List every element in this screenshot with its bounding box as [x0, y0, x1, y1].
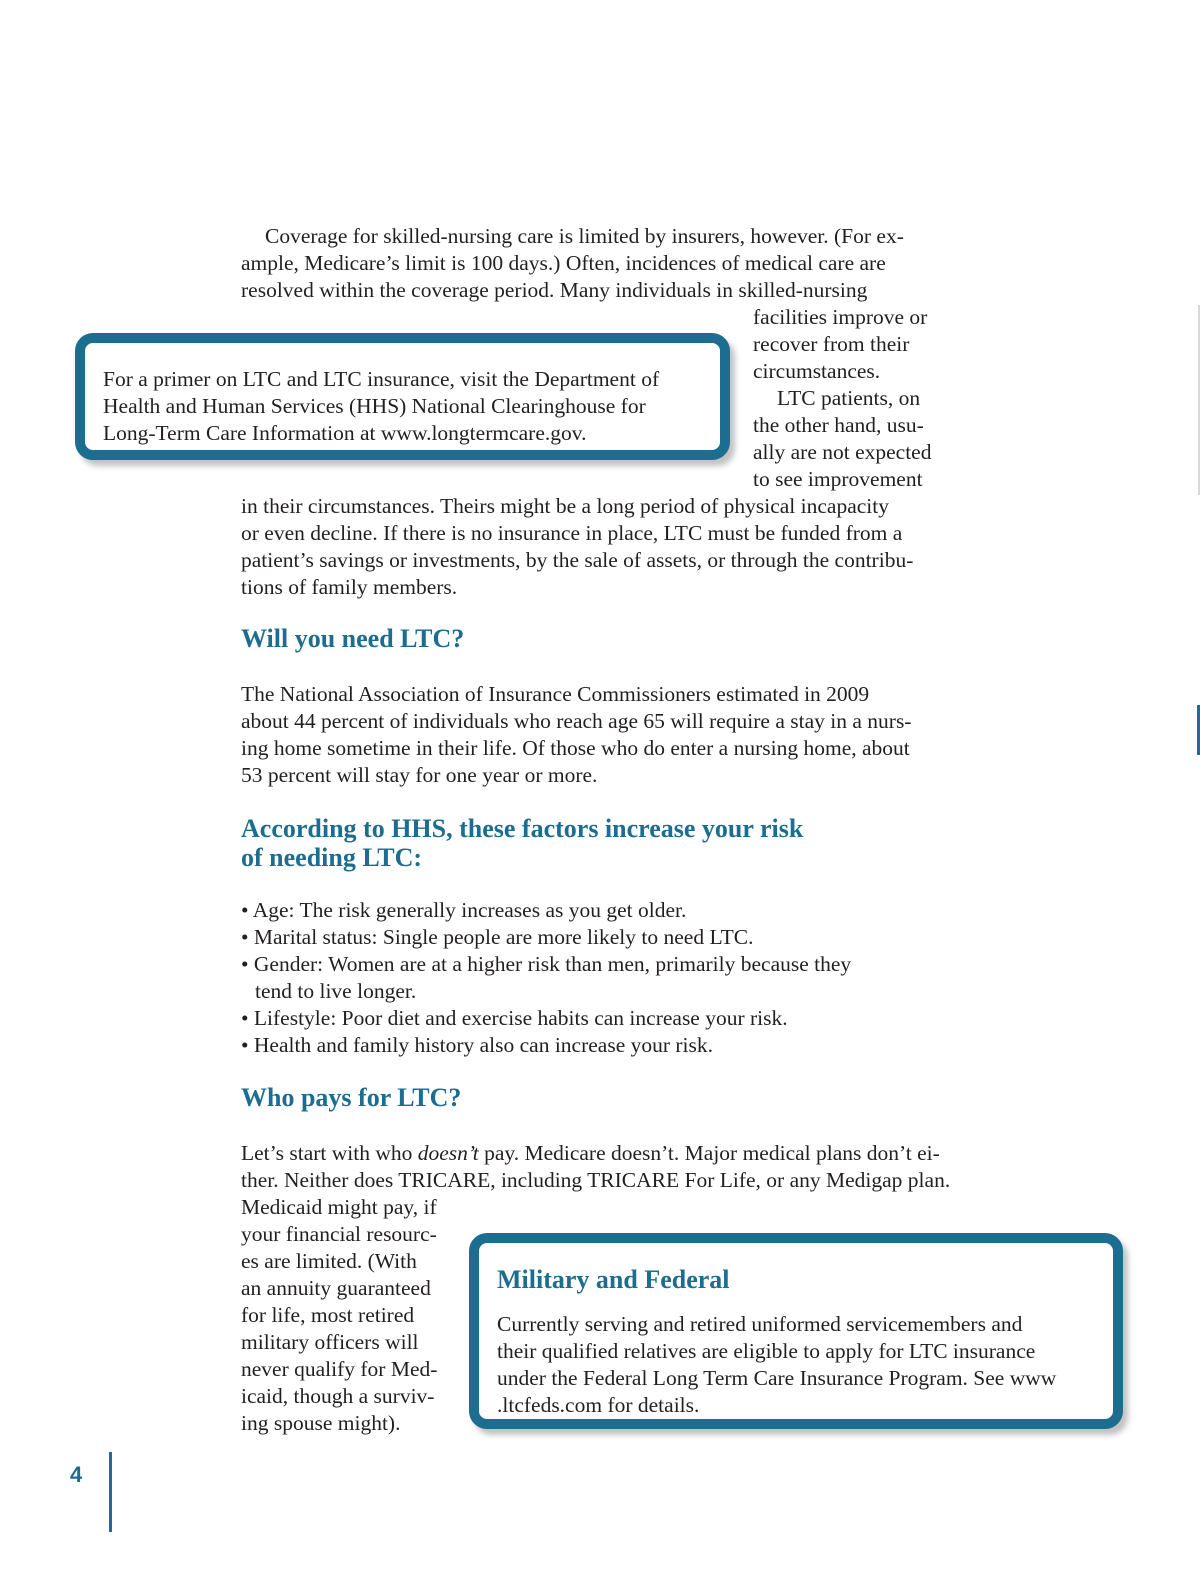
intro-side-line-5: the other hand, usu-: [753, 413, 924, 437]
pays-narrow-line-3: es are limited. (With: [241, 1249, 417, 1273]
military-federal-callout-box: [469, 1233, 1123, 1429]
factor-bullet-age: • Age: The risk generally increases as you get older.: [241, 898, 687, 922]
military-federal-title: Military and Federal: [497, 1265, 730, 1294]
military-line-1: Currently serving and retired uniformed servicemembers and: [497, 1312, 1023, 1336]
intro-side-line-6: ally are not expected: [753, 440, 932, 464]
intro-side-line-7: to see improvement: [753, 467, 923, 491]
heading-will-you-need-ltc: Will you need LTC?: [241, 624, 465, 653]
factor-bullet-gender: • Gender: Women are at a higher risk than men, primarily because they: [241, 952, 852, 976]
intro-line-1: Coverage for skilled-nursing care is limited by insurers, however. (For ex-: [265, 224, 904, 248]
page-number-rule: [109, 1452, 112, 1532]
intro-tail-line-3: patient’s savings or investments, by the sale of assets, or through the contribu-: [241, 548, 914, 572]
intro-line-3: resolved within the coverage period. Many individuals in skilled-nursing: [241, 278, 868, 302]
intro-line-2: ample, Medicare’s limit is 100 days.) Often, incidences of medical care are: [241, 251, 886, 275]
heading-who-pays: Who pays for LTC?: [241, 1083, 462, 1112]
pays-line-1-start: Let’s start with who: [241, 1141, 418, 1165]
pays-line-1: [241, 1140, 940, 1167]
pays-narrow-line-4: an annuity guaranteed: [241, 1276, 431, 1300]
intro-tail-line-1: in their circumstances. Theirs might be a long period of physical incapacity: [241, 494, 889, 518]
pays-narrow-line-5: for life, most retired: [241, 1303, 415, 1327]
pays-line-1-end: pay. Medicare doesn’t. Major medical plans don’t ei-: [478, 1141, 940, 1165]
intro-side-line-1: facilities improve or: [753, 305, 928, 329]
pays-narrow-line-8: icaid, though a surviv-: [241, 1384, 435, 1408]
primer-line-1: For a primer on LTC and LTC insurance, visit the Department of: [103, 367, 660, 391]
factor-bullet-health-history: • Health and family history also can increase your risk.: [241, 1033, 714, 1057]
need-line-2: about 44 percent of individuals who reach age 65 will require a stay in a nurs-: [241, 709, 912, 733]
primer-line-3: Long-Term Care Information at www.longtermcare.gov.: [103, 421, 587, 445]
pays-narrow-line-1: Medicaid might pay, if: [241, 1195, 437, 1219]
primer-callout-box: [75, 333, 730, 460]
intro-tail-line-2: or even decline. If there is no insurance in place, LTC must be funded from a: [241, 521, 903, 545]
intro-tail-line-4: tions of family members.: [241, 575, 458, 599]
need-line-1: The National Association of Insurance Commissioners estimated in 2009: [241, 682, 870, 706]
page-number: 4: [70, 1462, 83, 1487]
pays-line-1-italic: doesn’t: [417, 1141, 479, 1165]
pays-line-2: ther. Neither does TRICARE, including TRICARE For Life, or any Medigap plan.: [241, 1168, 951, 1192]
intro-side-line-3: circumstances.: [753, 359, 881, 383]
pays-narrow-line-7: never qualify for Med-: [241, 1357, 438, 1381]
factor-bullet-gender-cont: tend to live longer.: [255, 979, 417, 1003]
heading-factors-line-1: According to HHS, these factors increase your risk: [241, 814, 804, 843]
military-line-2: their qualified relatives are eligible to apply for LTC insurance: [497, 1339, 1036, 1363]
heading-factors-line-2: of needing LTC:: [241, 843, 423, 872]
intro-side-line-4: LTC patients, on: [777, 386, 921, 410]
need-line-4: 53 percent will stay for one year or more.: [241, 763, 598, 787]
factor-bullet-marital-status: • Marital status: Single people are more likely to need LTC.: [241, 925, 754, 949]
pays-narrow-line-6: military officers will: [241, 1330, 419, 1354]
factor-bullet-lifestyle: • Lifestyle: Poor diet and exercise habits can increase your risk.: [241, 1006, 788, 1030]
military-line-3: under the Federal Long Term Care Insurance Program. See www: [497, 1366, 1057, 1390]
intro-side-line-2: recover from their: [753, 332, 910, 356]
pays-narrow-line-9: ing spouse might).: [241, 1411, 401, 1435]
pays-narrow-line-2: your financial resourc-: [241, 1222, 437, 1246]
military-line-4: .ltcfeds.com for details.: [497, 1393, 700, 1417]
need-line-3: ing home sometime in their life. Of those who do enter a nursing home, about: [241, 736, 910, 760]
primer-line-2: Health and Human Services (HHS) National Clearinghouse for: [103, 394, 646, 418]
